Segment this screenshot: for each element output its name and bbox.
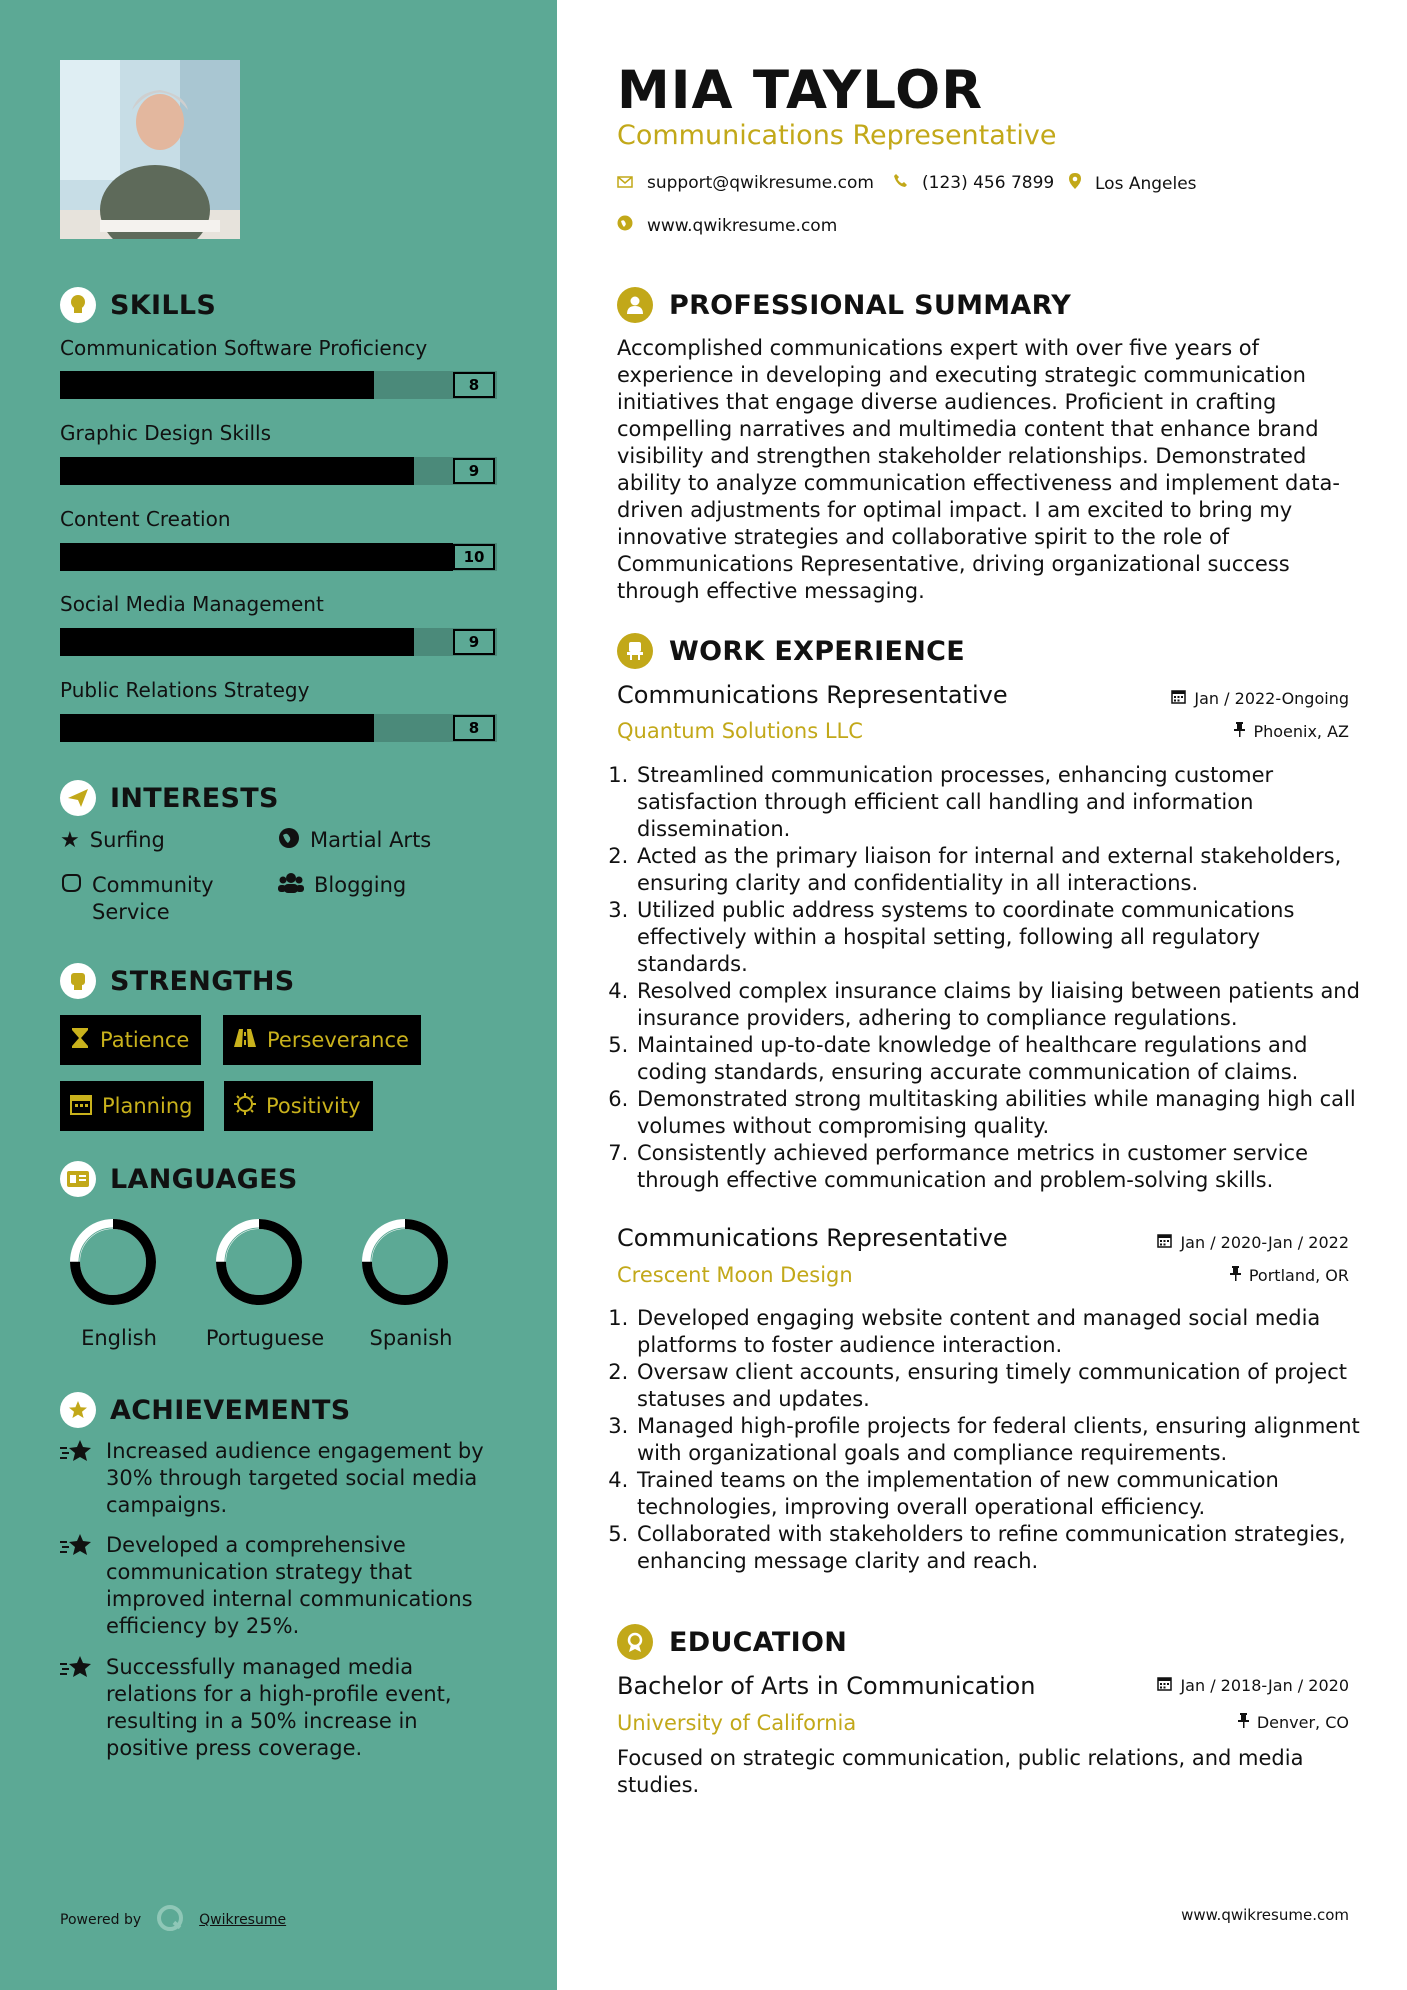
star-icon bbox=[60, 1532, 94, 1640]
qwikresume-link[interactable]: Qwikresume bbox=[199, 1912, 287, 1928]
calendar-icon bbox=[1157, 1676, 1172, 1695]
map-pin-icon bbox=[1069, 173, 1081, 194]
calendar-icon bbox=[1171, 689, 1186, 708]
job-title: Communications Representative bbox=[617, 1224, 1008, 1252]
star-icon bbox=[60, 1438, 94, 1519]
language-ring bbox=[66, 1215, 160, 1309]
skill-bar-fill bbox=[60, 371, 374, 399]
skill-score: 10 bbox=[453, 544, 495, 570]
list-item: 5. Collaborated with stakeholders to refine communication strategies, enhancing message clarity and reach. bbox=[635, 1521, 1370, 1575]
pushpin-icon bbox=[1238, 1713, 1249, 1732]
company-name: Quantum Solutions LLC bbox=[617, 719, 863, 743]
strength-badge: Patience bbox=[60, 1015, 201, 1065]
strength-badge: Positivity bbox=[224, 1081, 373, 1131]
pushpin-icon bbox=[1234, 722, 1245, 741]
skill-bar bbox=[60, 457, 497, 485]
star-badge-icon bbox=[60, 1392, 96, 1428]
list-item: 2. Oversaw client accounts, ensuring timely communication of project statuses and updates. bbox=[635, 1359, 1370, 1413]
achievements-heading: ACHIEVEMENTS bbox=[60, 1392, 351, 1428]
calendar-icon bbox=[1157, 1233, 1172, 1252]
hand-icon bbox=[60, 872, 82, 901]
profile-photo bbox=[60, 60, 240, 239]
skill-bar bbox=[60, 628, 497, 656]
skill-label: Social Media Management bbox=[60, 592, 324, 616]
qwikresume-logo-icon bbox=[155, 1903, 185, 1937]
strength-badge: Perseverance bbox=[223, 1015, 421, 1065]
school-name: University of California bbox=[617, 1711, 857, 1735]
phone-icon bbox=[893, 173, 908, 193]
star-icon bbox=[60, 1654, 94, 1762]
language-label: Spanish bbox=[369, 1326, 453, 1350]
summary-text: Accomplished communications expert with over five years of experience in developing and executing strategic communication initiatives that engage diverse audiences. Proficient in crafting compelling narratives and multimedia content that enhance brand visibility and strengthen stakeholder relationships. Demonstrated ability to analyze communication effectiveness and implement data-driven adjustments for optimal impact. I am excited to bring my innovative strategies and collaborative spirit to the role of Communications Representative, driving organizational success through effective messaging. bbox=[617, 336, 1340, 603]
candidate-title: Communications Representative bbox=[617, 120, 1057, 151]
list-item: 4. Resolved complex insurance claims by liaising between patients and insurance providers, adhering to compliance regulations. bbox=[635, 978, 1370, 1032]
users-icon bbox=[278, 872, 304, 901]
education-description: Focused on strategic communication, public relations, and media studies. bbox=[617, 1746, 1304, 1797]
education-heading: EDUCATION bbox=[617, 1624, 847, 1660]
email-contact bbox=[617, 173, 874, 193]
list-item: 3. Managed high-profile projects for federal clients, ensuring alignment with organizational goals and compliance requirements. bbox=[635, 1413, 1370, 1467]
list-item: 3. Utilized public address systems to coordinate communications effectively within a hospital setting, following all regulatory standards. bbox=[635, 897, 1370, 978]
interest-item: Martial Arts bbox=[278, 827, 431, 856]
list-item: 1. Streamlined communication processes, enhancing customer satisfaction through efficient call handling and information dissemination. bbox=[635, 762, 1370, 843]
strength-badge: Planning bbox=[60, 1081, 204, 1131]
skill-label: Communication Software Proficiency bbox=[60, 336, 428, 360]
fist-icon bbox=[60, 963, 96, 999]
job-bullets bbox=[612, 1305, 1370, 1575]
skill-bar bbox=[60, 543, 497, 571]
languages-heading: LANGUAGES bbox=[60, 1161, 298, 1197]
website-contact bbox=[617, 215, 837, 236]
skill-label: Public Relations Strategy bbox=[60, 678, 310, 702]
interests-heading: INTERESTS bbox=[60, 780, 279, 816]
achievement-item: Developed a comprehensive communication strategy that improved internal communications efficiency by 25%. bbox=[60, 1532, 500, 1640]
hourglass-icon bbox=[70, 1027, 90, 1054]
education-location: Denver, CO bbox=[1238, 1713, 1349, 1732]
list-item: 1. Developed engaging website content and managed social media platforms to foster audience interaction. bbox=[635, 1305, 1370, 1359]
list-item: 6. Demonstrated strong multitasking abilities while managing high call volumes without compromising quality. bbox=[635, 1086, 1370, 1140]
sun-icon bbox=[234, 1093, 256, 1120]
skill-score: 8 bbox=[453, 372, 495, 398]
language-ring bbox=[358, 1215, 452, 1309]
skill-score: 9 bbox=[453, 629, 495, 655]
interest-item: ★ Surfing bbox=[60, 828, 165, 853]
powered-by: Powered by Qwikresume bbox=[60, 1903, 286, 1937]
list-item: 7. Consistently achieved performance metrics in customer service through effective communication and problem-solving skills. bbox=[635, 1140, 1370, 1194]
skill-label: Graphic Design Skills bbox=[60, 421, 272, 445]
website-link[interactable]: www.qwikresume.com bbox=[647, 215, 838, 236]
phone-contact: (123) 456 7899 bbox=[893, 173, 1054, 193]
degree-title: Bachelor of Arts in Communication bbox=[617, 1672, 1036, 1700]
chair-icon bbox=[617, 633, 653, 669]
lightbulb-icon bbox=[60, 287, 96, 323]
job-location: Phoenix, AZ bbox=[1234, 722, 1349, 741]
strengths-heading: STRENGTHS bbox=[60, 963, 295, 999]
skill-bar-fill bbox=[60, 457, 414, 485]
skill-score: 9 bbox=[453, 458, 495, 484]
skill-bar-fill bbox=[60, 714, 374, 742]
sidebar bbox=[0, 0, 557, 1990]
summary-heading: PROFESSIONAL SUMMARY bbox=[617, 287, 1071, 323]
calendar-icon bbox=[70, 1093, 92, 1120]
achievement-item: Successfully managed media relations for a high-profile event, resulting in a 50% increase in positive press coverage. bbox=[60, 1654, 500, 1762]
user-icon bbox=[617, 287, 653, 323]
job-location: Portland, OR bbox=[1230, 1266, 1349, 1285]
interest-item: Blogging bbox=[278, 872, 406, 901]
skill-bar-fill bbox=[60, 543, 453, 571]
skill-bar bbox=[60, 371, 497, 399]
envelope-icon bbox=[617, 173, 633, 193]
road-icon bbox=[233, 1028, 257, 1053]
globe-icon bbox=[617, 215, 633, 236]
skill-bar bbox=[60, 714, 497, 742]
skills-heading: SKILLS bbox=[60, 287, 216, 323]
experience-heading: WORK EXPERIENCE bbox=[617, 633, 965, 669]
language-label: English bbox=[81, 1326, 157, 1350]
star-icon: ★ bbox=[60, 828, 80, 853]
achievement-item: Increased audience engagement by 30% through targeted social media campaigns. bbox=[60, 1438, 500, 1519]
language-ring bbox=[212, 1215, 306, 1309]
candidate-name: MIA TAYLOR bbox=[617, 60, 984, 121]
email-link[interactable]: support@qwikresume.com bbox=[647, 173, 874, 193]
paper-plane-icon bbox=[60, 780, 96, 816]
skill-bar-fill bbox=[60, 628, 414, 656]
company-name: Crescent Moon Design bbox=[617, 1263, 853, 1287]
skill-label: Content Creation bbox=[60, 507, 231, 531]
interest-item: Community Service bbox=[60, 872, 250, 926]
job-dates: Jan / 2022-Ongoing bbox=[1171, 689, 1349, 708]
list-item: 5. Maintained up-to-date knowledge of healthcare regulations and coding standards, ensuring accurate communication of claims. bbox=[635, 1032, 1370, 1086]
list-item: 2. Acted as the primary liaison for internal and external stakeholders, ensuring clarity and confidentiality in all interactions. bbox=[635, 843, 1370, 897]
pushpin-icon bbox=[1230, 1266, 1241, 1285]
language-label: Portuguese bbox=[205, 1326, 325, 1350]
job-dates: Jan / 2020-Jan / 2022 bbox=[1157, 1233, 1349, 1252]
globe-icon bbox=[278, 827, 300, 856]
footer-website-link[interactable]: www.qwikresume.com bbox=[1181, 1906, 1349, 1924]
skill-score: 8 bbox=[453, 715, 495, 741]
language-icon bbox=[60, 1161, 96, 1197]
location-contact: Los Angeles bbox=[1069, 173, 1197, 194]
job-title: Communications Representative bbox=[617, 681, 1008, 709]
graduation-icon bbox=[617, 1624, 653, 1660]
education-dates: Jan / 2018-Jan / 2020 bbox=[1157, 1676, 1349, 1695]
list-item: 4. Trained teams on the implementation of new communication technologies, improving overall operational efficiency. bbox=[635, 1467, 1370, 1521]
job-bullets bbox=[612, 762, 1370, 1194]
